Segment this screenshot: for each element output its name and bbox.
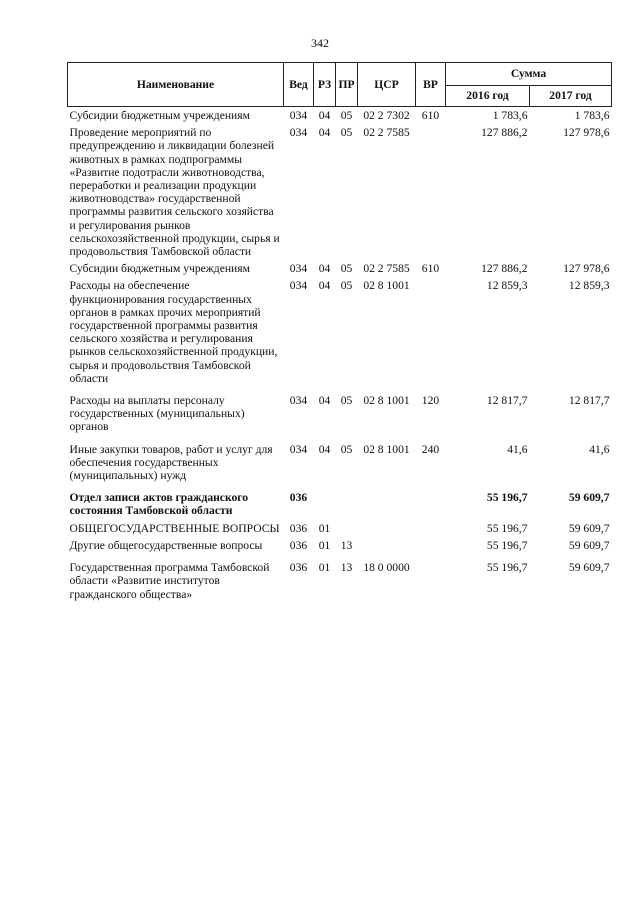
cell-2017: 1 783,6 xyxy=(574,109,610,122)
table-row xyxy=(68,279,612,394)
cell-csr: 18 0 0000 xyxy=(363,561,410,575)
table-header xyxy=(68,63,612,107)
cell-vr: 610 xyxy=(421,262,440,276)
cell-2017: 12 817,7 xyxy=(568,394,610,408)
header-csr: ЦСР xyxy=(358,63,416,107)
cell-2016: 127 886,2 xyxy=(481,262,528,276)
header-name: Наименование xyxy=(68,63,284,107)
cell-csr xyxy=(358,522,416,539)
cell-vr xyxy=(416,279,446,394)
table-row xyxy=(68,394,612,443)
cell-vr xyxy=(416,539,446,561)
cell-vr xyxy=(416,126,446,262)
table-row xyxy=(68,491,612,521)
cell-vr: 120 xyxy=(421,394,440,408)
cell-ved: 034 xyxy=(289,279,308,293)
cell-2016: 12 817,7 xyxy=(486,394,528,408)
cell-csr: 02 8 1001 xyxy=(363,394,410,408)
cell-vr: 610 xyxy=(421,109,440,122)
table-row xyxy=(68,443,612,492)
cell-ved: 034 xyxy=(289,442,308,456)
cell-vr: 240 xyxy=(421,442,440,456)
cell-pr xyxy=(336,491,358,521)
cell-ved: 036 xyxy=(289,521,308,535)
cell-rz: 04 xyxy=(318,126,331,140)
cell-ved: 034 xyxy=(289,394,308,408)
cell-name: Субсидии бюджетным учреждениям xyxy=(69,109,250,122)
cell-2016: 41,6 xyxy=(507,442,528,456)
cell-rz: 01 xyxy=(318,561,331,575)
cell-csr: 02 2 7585 xyxy=(363,262,410,276)
cell-pr: 05 xyxy=(340,279,353,293)
cell-2017: 59 609,7 xyxy=(568,538,610,552)
cell-rz: 04 xyxy=(318,279,331,293)
cell-pr: 13 xyxy=(340,538,353,552)
cell-rz: 04 xyxy=(318,442,331,456)
cell-rz: 01 xyxy=(318,538,331,552)
cell-csr xyxy=(358,491,416,521)
cell-2016: 1 783,6 xyxy=(492,109,528,122)
cell-2016: 55 196,7 xyxy=(486,491,528,505)
cell-2017: 127 978,6 xyxy=(563,126,610,140)
cell-name: Государственная программа Тамбовской области «Развитие институтов гражданского общества» xyxy=(69,561,270,601)
cell-2017: 59 609,7 xyxy=(568,561,610,575)
header-year-2016: 2016 год xyxy=(446,86,530,107)
cell-2016: 55 196,7 xyxy=(486,538,528,552)
cell-pr: 13 xyxy=(340,561,353,575)
header-ved: Вед xyxy=(284,63,314,107)
cell-name: Субсидии бюджетным учреждениям xyxy=(69,262,250,276)
cell-ved: 034 xyxy=(289,126,308,140)
header-sum: Сумма xyxy=(446,63,612,86)
cell-rz: 04 xyxy=(318,109,331,122)
cell-rz: 01 xyxy=(318,521,331,535)
cell-ved: 034 xyxy=(289,109,308,122)
header-rz: РЗ xyxy=(314,63,336,107)
cell-pr xyxy=(336,522,358,539)
cell-ved: 036 xyxy=(289,538,308,552)
cell-2017: 41,6 xyxy=(589,442,610,456)
header-vr: ВР xyxy=(416,63,446,107)
cell-2016: 55 196,7 xyxy=(486,561,528,575)
cell-csr xyxy=(358,539,416,561)
cell-rz: 04 xyxy=(318,262,331,276)
table-row xyxy=(68,262,612,279)
cell-csr: 02 8 1001 xyxy=(363,442,410,456)
cell-pr: 05 xyxy=(340,262,353,276)
table-row xyxy=(68,107,612,127)
cell-2016: 127 886,2 xyxy=(481,126,528,140)
cell-ved: 036 xyxy=(289,561,308,575)
cell-name: Отдел записи актов гражданского состояния Тамбовской области xyxy=(69,491,249,518)
cell-csr: 02 8 1001 xyxy=(363,279,410,293)
cell-csr: 02 2 7302 xyxy=(363,109,410,122)
cell-name: Иные закупки товаров, работ и услуг для обеспечения государственных (муниципальных) нужд xyxy=(69,442,273,483)
cell-2017: 59 609,7 xyxy=(568,491,610,505)
budget-table xyxy=(67,62,612,601)
cell-csr: 02 2 7585 xyxy=(363,126,410,140)
cell-name: Расходы на обеспечение функционирования государственных органов в рамках прочих мероприятий государственной программы развития сельского хозяйства и регулирования рынков сельскохозяйственной продукции, сырья и продовольствия Тамбовской области xyxy=(69,279,278,385)
cell-2017: 12 859,3 xyxy=(568,279,610,293)
cell-rz: 04 xyxy=(318,394,331,408)
cell-name: Расходы на выплаты персоналу государственных (муниципальных) органов xyxy=(69,394,245,434)
cell-name: Проведение мероприятий по предупреждению и ликвидации болезней животных в рамках подпрограммы «Развитие подотрасли животноводства, переработки и реализации продукции животноводства» государственной программы развития сельского хозяйства и регулирования рынков сельскохозяйственной продукции, сырья и продовольствия Тамбовской области xyxy=(69,126,280,259)
table-row xyxy=(68,126,612,262)
header-year-2017: 2017 год xyxy=(530,86,612,107)
header-pr: ПР xyxy=(336,63,358,107)
table-row xyxy=(68,561,612,601)
cell-name: Другие общегосударственные вопросы xyxy=(69,538,263,552)
cell-2017: 59 609,7 xyxy=(568,521,610,535)
cell-ved: 036 xyxy=(289,491,308,505)
table-row xyxy=(68,522,612,539)
cell-ved: 034 xyxy=(289,262,308,276)
cell-2016: 55 196,7 xyxy=(486,521,528,535)
cell-2017: 127 978,6 xyxy=(563,262,610,276)
cell-vr xyxy=(416,561,446,601)
cell-pr: 05 xyxy=(340,442,353,456)
cell-pr: 05 xyxy=(340,126,353,140)
cell-pr: 05 xyxy=(340,394,353,408)
cell-rz xyxy=(314,491,336,521)
table-row xyxy=(68,539,612,561)
cell-2016: 12 859,3 xyxy=(486,279,528,293)
cell-vr xyxy=(416,522,446,539)
page-number: 342 xyxy=(311,36,329,50)
cell-pr: 05 xyxy=(340,109,353,122)
cell-name: ОБЩЕГОСУДАРСТВЕННЫЕ ВОПРОСЫ xyxy=(69,521,280,535)
cell-vr xyxy=(416,491,446,521)
